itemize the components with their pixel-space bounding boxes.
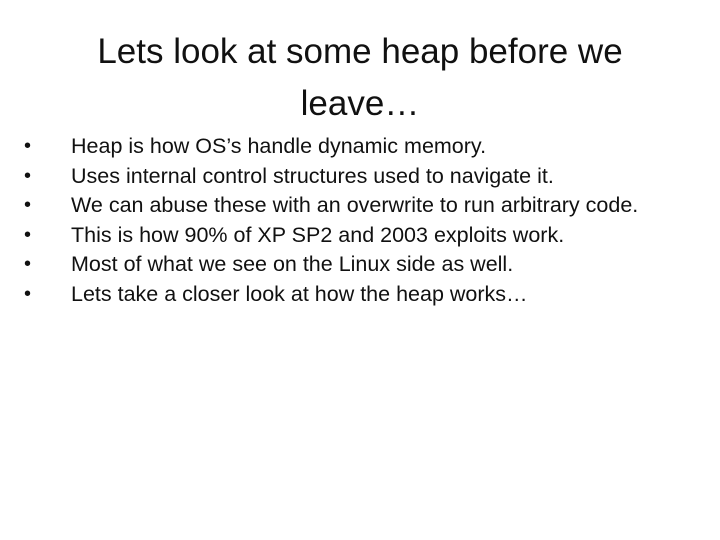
bullet-text: We can abuse these with an overwrite to run arbitrary code.: [71, 193, 639, 217]
bullet-list: [20, 132, 700, 309]
bullet-item: [20, 280, 700, 310]
bullet-item: [20, 250, 700, 280]
bullet-icon: •: [24, 253, 32, 275]
slide-title: Lets look at some heap before we leave…: [97, 32, 623, 123]
bullet-text: Uses internal control structures used to navigate it.: [71, 163, 554, 188]
bullet-item: [20, 191, 700, 221]
bullet-text: Heap is how OS’s handle dynamic memory.: [71, 134, 487, 158]
bullet-text: Most of what we see on the Linux side as well.: [71, 252, 514, 276]
bullet-icon: •: [24, 164, 32, 187]
bullet-icon: •: [24, 282, 32, 305]
bullet-text: Lets take a closer look at how the heap works…: [71, 281, 528, 306]
bullet-icon: •: [24, 223, 32, 246]
bullet-text: This is how 90% of XP SP2 and 2003 exploits work.: [71, 222, 565, 247]
bullet-icon: •: [24, 135, 32, 157]
bullet-item: [20, 162, 700, 192]
bullet-item: [20, 221, 700, 251]
bullet-icon: •: [24, 194, 32, 216]
bullet-item: [20, 132, 700, 162]
